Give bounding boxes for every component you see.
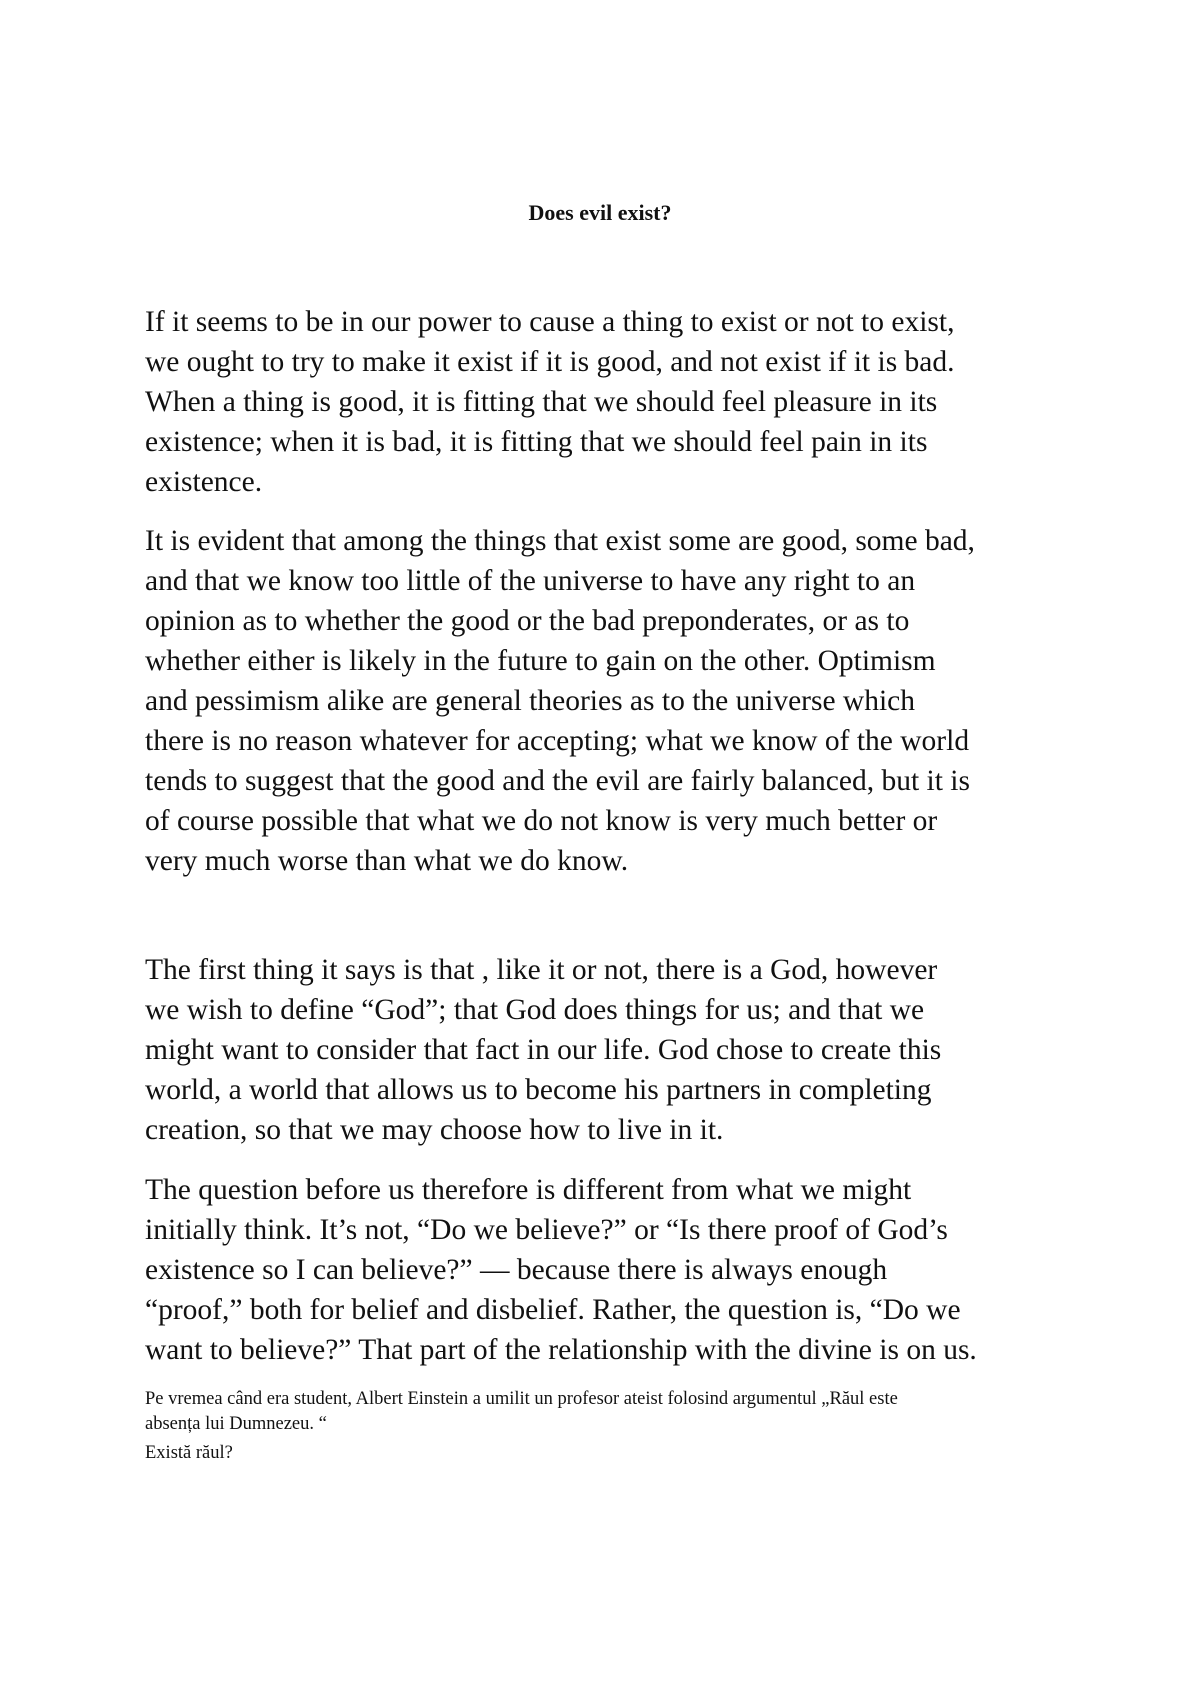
text-line: opinion as to whether the good or the bad preponderates, or as to [145, 605, 910, 637]
closing-line: Există răul? [145, 1443, 233, 1463]
text-line: existence so I can believe?” — because there is always enough [145, 1254, 888, 1286]
text-line: existence; when it is bad, it is fitting that we should feel pain in its [145, 426, 928, 458]
footnote-paragraph [145, 1387, 1075, 1437]
paragraph-4 [145, 1170, 1075, 1370]
text-line: we ought to try to make it exist if it is good, and not exist if it is bad. [145, 346, 955, 378]
document-title: Does evil exist? [528, 200, 672, 225]
text-line: It is evident that among the things that exist some are good, some bad, [145, 525, 975, 557]
text-line: When a thing is good, it is fitting that we should feel pleasure in its [145, 386, 938, 418]
text-line: Pe vremea când era student, Albert Einstein a umilit un profesor ateist folosind argumentul „Răul este [145, 1389, 898, 1409]
text-line: might want to consider that fact in our life. God chose to create this [145, 1034, 942, 1066]
text-line: If it seems to be in our power to cause a thing to exist or not to exist, [145, 306, 955, 338]
text-line: The first thing it says is that , like it or not, there is a God, however [145, 954, 938, 986]
text-line: absența lui Dumnezeu. “ [145, 1414, 327, 1434]
text-line: “proof,” both for belief and disbelief. Rather, the question is, “Do we [145, 1294, 961, 1326]
text-line: world, a world that allows us to become his partners in completing [145, 1074, 932, 1106]
text-line: want to believe?” That part of the relationship with the divine is on us. [145, 1334, 977, 1366]
text-line: existence. [145, 466, 263, 498]
text-line: creation, so that we may choose how to live in it. [145, 1114, 724, 1146]
paragraph-1 [145, 302, 1075, 502]
paragraph-2 [145, 521, 1075, 881]
text-line: tends to suggest that the good and the evil are fairly balanced, but it is [145, 765, 970, 797]
paragraph-3 [145, 950, 1075, 1150]
text-line: of course possible that what we do not know is very much better or [145, 805, 938, 837]
text-line: there is no reason whatever for accepting; what we know of the world [145, 725, 970, 757]
text-line: we wish to define “God”; that God does things for us; and that we [145, 994, 925, 1026]
text-line: and pessimism alike are general theories as to the universe which [145, 685, 916, 717]
text-line: whether either is likely in the future to gain on the other. Optimism [145, 645, 936, 677]
text-line: and that we know too little of the universe to have any right to an [145, 565, 916, 597]
text-line: very much worse than what we do know. [145, 845, 629, 877]
text-line: initially think. It’s not, “Do we believe?” or “Is there proof of God’s [145, 1214, 948, 1246]
text-line: The question before us therefore is different from what we might [145, 1174, 912, 1206]
